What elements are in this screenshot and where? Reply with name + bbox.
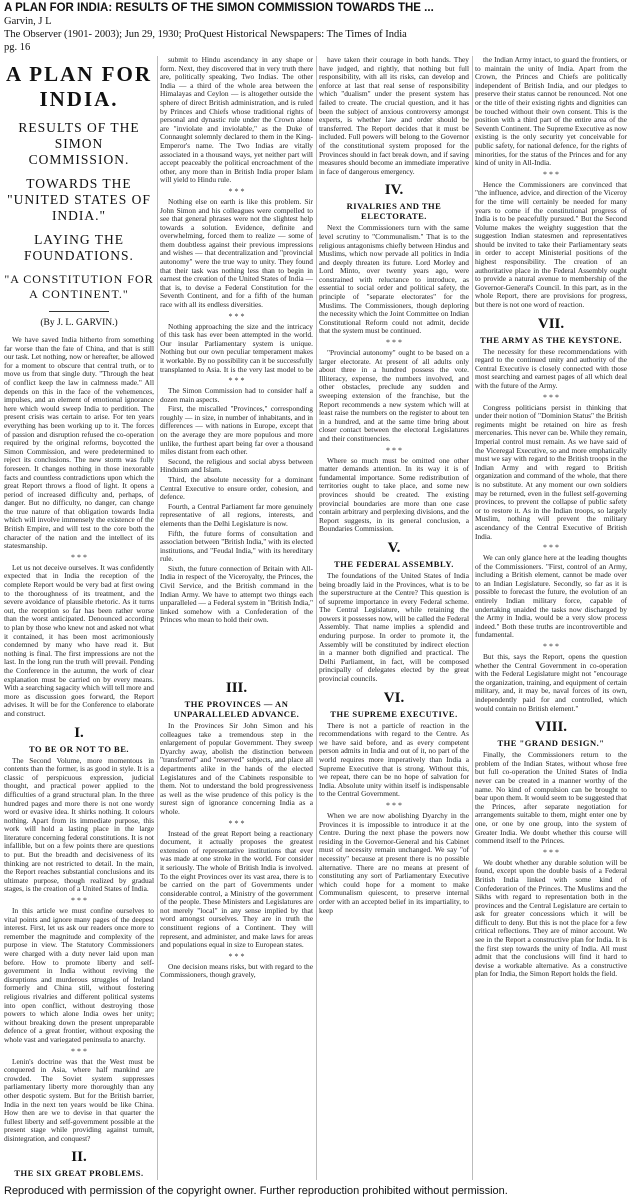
section-title: THE FEDERAL ASSEMBLY. — [334, 558, 454, 569]
section-separator: * * * — [71, 896, 87, 906]
masthead-deck-3: LAYING THE FOUNDATIONS. — [24, 232, 134, 263]
section-separator: * * * — [71, 1046, 87, 1056]
column-rule — [157, 56, 158, 1180]
paragraph: Third, the absolute necessity for a dominant Central Executive to ensure order, cohesion, and defence. — [160, 474, 313, 502]
copyright-footer: Reproduced with permission of the copyright owner. Further reproduction prohibited without permission. — [0, 1182, 631, 1200]
divider — [49, 311, 109, 312]
paragraph: The Simon Commission had to consider half a dozen main aspects. — [160, 386, 313, 404]
paragraph: Nothing approaching the size and the intricacy of this task has ever been attempted in the world. Our insular Parliamentary system is unique. Nothing but our own peculiar temperament makes it workable. By no possibility can it be successfully transplanted to Asia. It is the very last model to be — [160, 321, 313, 374]
section-separator: * * * — [228, 818, 245, 828]
section-title: RIVALRIES AND THE ELECTORATE. — [346, 201, 442, 222]
paragraph: have taken their courage in both hands. They have judged, and rightly, that nothing but full responsibility, with all its risks, can develop and enforce at last that real sense of responsibility which "dualism" under the present system has failed to create. The crucial question, and it has been the subject of anxious controversy amongst experts, is whether law and order should be transferred. The Report decides that it must be included. Full powers will belong to the Governor of the constitutional system proposed for the Provinces should in fact break down, and if saving measures should become an immediate imperative in face of dangerous emergency. — [319, 56, 469, 176]
column-4 — [475, 56, 627, 1180]
masthead-deck-1: RESULTS OF THE SIMON COMMISSION. — [18, 120, 140, 167]
masthead-title: A PLAN FOR INDIA. — [6, 62, 152, 111]
paragraph: Congress politicians persist in thinking that under their notion of "Dominion Status" the British regiments might be retained on hire as fresh mercenaries. This never can be. While they remain, Imperial control must remain. As we have said of the Viceregal Executive, so and more emphatically must we say with regard to the British troops in the Indian Army and with regard to British organization and command of the whole, that there is no substitute. At any moment our own soldiers may be returned, even in the fullest self-governing provinces, to prevent the collapse of public safety or to restore it. As in the Indian troops, so largely Muslim, nothing will prevent the military ascendancy of the Central Executive of British India. — [475, 402, 627, 541]
paragraph: submit to Hindu ascendancy in any shape or form. Next, they discovered that in very truth there are, politically speaking, Two Indias. The other India — a third of the whole area between the Himalayas and Ceylon — is altogether outside the sphere of direct British administration, and is ruled by Princes and Chiefs whose traditional rights of personal and dynastic rule under the Crown alone are "inviolate and inviolable," as the Duke of Connaught solemnly declared to them in the King-Emperor's name. The Two Indias are vitally associated in a thousand ways, yet neither part will accept peaceably the political encroachment of the other, any more than in British India proper Islam will yield to Hindu rule. — [160, 56, 313, 185]
masthead-deck-2: TOWARDS THE "UNITED STATES OF INDIA." — [7, 176, 151, 223]
section-number: V. — [387, 539, 401, 556]
paragraph: Where so much must be omitted one other matter demands attention. In its way it is of fundamental importance. Some redistribution of territories ought to take place, and some new provinces should be created. The existing provincial boundaries are more than one case contain arbitrary and perplexing divisions, and the Report suggests, in its general conclusion, a Boundaries Commission. — [319, 455, 469, 534]
newspaper-clipping — [0, 56, 631, 1180]
column-2-top — [160, 56, 313, 374]
paragraph: But this, says the Report, opens the question whether the Central Government in co-operation with the Federal Legislature might not "encourage the organization, training, and equipment of certain military, and, it may be, naval forces of its own, independently paid for and controlled, which would contain no British element." — [475, 652, 627, 713]
section-number: I. — [74, 724, 84, 741]
column-2 — [160, 56, 313, 1180]
article-title-link[interactable]: A PLAN FOR INDIA: RESULTS OF THE SIMON COMMISSION TOWARDS THE ... — [4, 2, 434, 14]
section-heading — [319, 182, 469, 221]
section-separator: * * * — [543, 169, 559, 179]
section-number: II. — [71, 1149, 87, 1166]
section-heading — [475, 316, 627, 345]
section-title: THE ARMY AS THE KEYSTONE. — [479, 334, 622, 345]
section-title: THE SIX GREAT PROBLEMS. — [14, 1168, 144, 1179]
paragraph: Let us not deceive ourselves. It was confidently expected that in India the reception of the complete Report would be very bad at first owing to the thoroughness of its treatment, and the severe avoidance of plausible rhetoric. As it turns out, the reception so far has been rather worse than the worst anticipated. Denounced according to plan by those who knew not and asked not what it contained, it has been most acrimoniously condemned by many who have read it. But nothing is final. The first impressions are not the last. In the long run the truth will prevail. Pending the Conference in the autumn, the work of clear explanation must be carried on by every means. With a searching sagacity which will tell more and more as discussion goes forward, the Report advises. It will be for the Conference to elaborate and construct. — [4, 562, 154, 718]
paragraph: Instead of the great Report being a reactionary document, it actually proposes the greatest extension of representative institutions that ever was made at one stroke in the world. For consider it seriously. The whole of British India is involved. To the eight Provinces over its vast area, there is to be carried on the part of Governments under considerable control, a Ministry of the government of the people. These Ministers and Legislatures are not merely "local" in any sense implied by that word amongst ourselves. They are in truth the constituent regions of a Continent. They will represent, and administer, and make laws for areas and populations equal in size to European states. — [160, 828, 313, 950]
paragraph: In the Provinces Sir John Simon and his colleagues take a tremendous step in the enlargement of popular Government. They sweep Dyarchy away, abolish the distinction between "transferred" and "reserved" subjects, and place all departments alike in the hands of the elected Legislatures and of the Cabinets responsible to them. Not to understand the bold progressiveness as well as the wise prudence of this policy is the surest sign of ignorance concerning India as a whole. — [160, 721, 313, 816]
byline: (By J. L. GARVIN.) — [40, 318, 118, 328]
paragraph: Hence the Commissioners are convinced that "the influence, advice, and direction of the Viceroy for the time will certainly be needed for many years to come if the constitutional progress of India is to be peacefully pursued." But the Second Volume makes the weighty suggestion that the suggestion Indian statesmen and representatives should be invited to take their Parliamentary seats in order to accept Ministerial positions of the highest responsibility. The creation of an authoritative place in the Federal Assembly ought to provide a natural avenue to membership of the Governor-General's Council. In this part, as in the whole Report, there are provisions for progress, but there is not one word of reaction. — [475, 179, 627, 310]
paragraph: Lenin's doctrine was that the West must be conquered in Asia, where half mankind are crowded. The Soviet system suppresses parliamentary liberty more thoroughly than any other despotic system. But for the British barrier, India in the next ten years would be like China. How then are we to devise in that quarter the fullest liberty and self-government possible at the present stage while providing against tumult, disintegration, and conquest? — [4, 1056, 154, 1143]
section-number: III. — [225, 680, 248, 696]
section-number: VIII. — [534, 719, 568, 736]
paragraph: First, the miscalled "Provinces," corresponding roughly — in size, in number of inhabitants, and in differences — with nations in Europe, except that on the average they are more populous and more unlike, the furthest apart being far over a thousand miles distant from each other. — [160, 404, 313, 457]
section-heading — [4, 725, 154, 754]
paragraph: Sixth, the future connection of Britain with All-India in respect of the Viceroyalty, the Princes, the Civil Service, and the British command in the Indian Army. We have to attempt two things each unparalleled — a Federal system in "British India," linked somehow with a Confederation of the Princes who mean to hold their own. — [160, 563, 313, 625]
column-2-middle — [160, 374, 313, 674]
masthead-deck-4: "A CONSTITUTION FOR A CONTINENT." — [4, 272, 154, 301]
section-heading — [319, 540, 469, 569]
section-number: VI. — [383, 689, 405, 706]
paragraph: The Second Volume, more momentous in contents than the former, is as good in style. It is a classic of perspicuous expression, judicial thought, and practical power applied to the difficulties of a grand structural plan. In the three hundred pages and more there is not one wordy word or evasive idea. It shirks nothing. It colours nothing. Apart from its immediate purpose, this work will hold a lasting place in the large literature concerning federal constitutions. It is not infallible, but on a few points there are questions to put. But the breadth and decisiveness of its thinking are not restricted to detail. In the main, the Report reaches substantial conclusions and its ultimate purpose, though realized by gradual stages, is the creation of a United States of India. — [4, 755, 154, 894]
paragraph: Fifth, the future forms of consultation and association between "British India," with its elected institutions, and "Feudal India," with its hereditary rule. — [160, 528, 313, 564]
section-heading — [4, 1149, 154, 1178]
section-separator: * * * — [386, 338, 402, 348]
section-title: THE PROVINCES — AN UNPARALLELED ADVANCE. — [173, 699, 300, 719]
section-heading — [475, 719, 627, 748]
paragraph: Nothing else on earth is like this problem. Sir John Simon and his colleagues were compelled to see that general phrases were not the slightest help towards a solution. Evidence, definite and overwhelming, forced them to realize — some of them doubtless against their previous impressions and wishes — that decentralization and "provincial autonomy" were the true way to unity. They found that their task was nothing less than to begin in earnest the creation of the United States of India — that is, to devise a Federal Constitution for the Seventh Continent, and for a fifth of the human race with all its endless diversities. — [160, 196, 313, 310]
paragraph: Finally, the Commissioners return to the problem of the Indian States, without whose free but full co-operation the United States of India never can be created in a manner worthy of the name. No kind of compulsion can be brought to bear upon them. It would seem to be suggested that the Princes, after separate negotiation for arrangements suitable to them, might enter one by one, or one by one group, into the system of Greater India. We doubt whether this course will commend itself to the Princes. — [475, 750, 627, 846]
paragraph: The foundations of the United States of India being broadly laid in the Provinces, what is to be the superstructure at the Centre? This question is of supreme importance in every Federal scheme. The Central Legislature, while retaining the powers it possesses now, will be called the Federal Assembly. That name implies a splendid and enduring purpose. In order to promote it, the Assembly will be constituted by indirect election in a manner both dignified and practical. The Delhi Parliament, in fact, will be composed principally of delegates elected by the great provincial councils. — [319, 570, 469, 684]
paragraph: In this article we must confine ourselves to vital points and ignore many pages of the deepest interest. First, let us ask our readers once more to remember the magnitude and complexity of the purpose in view. The Statutory Commissioners were charged with a duty never laid upon man before. How to promote liberty and self-government in India without reviving the disruptions and murderous struggles of Ireland formerly and China still, without fostering religious rivalries and different political systems into open conflict, without destroying those powers to which alone India owes her unity; without breaking down the present unpreparable defence of a great frontier, without exposing the whole vast and variegated peninsula to anarchy. — [4, 906, 154, 1044]
paragraph: One decision means risks, but with regard to the Commissioners, though gravely, — [160, 961, 313, 980]
section-number: IV. — [384, 182, 404, 199]
paragraph: We can only glance here at the leading thoughts of the Commissioners. "First, control of an Army, including a British element, cannot be made over to an Indian Legislature. Secondly, so far as it is possible to forecast the future, the evolution of an entirely Indian military force, capable of undertaking unaided the tasks now discharged by the Army in India, would be a very slow process indeed." Both these truths are incontrovertible and fundamental. — [475, 553, 627, 640]
paragraph: The necessity for these recommendations with regard to the continued unity and authority of the Central Executive is closely connected with those most searching and earnest pages of all which deal with the future of the Army. — [475, 346, 627, 390]
section-separator: * * * — [228, 951, 245, 961]
section-separator: * * * — [543, 642, 559, 652]
paragraph: "Provincial autonomy" ought to be based on a larger electorate. At present of all adults only about three in a hundred possess the vote. Illiteracy, expense, the numbers involved, and other obstacles, preclude any sudden and sweeping extension of the franchise, but the Report recommends a new system which will at least raise the numbers on the register to about ten in a hundred, and at the same time bring about closer contact between the electoral Legislatures and their constituencies. — [319, 348, 469, 443]
section-heading — [160, 680, 313, 719]
column-rule — [316, 56, 317, 1180]
author-line: Garvin, J L — [4, 16, 52, 27]
section-separator: * * * — [228, 186, 245, 196]
paragraph: We have saved India hitherto from something far worse than the fate of China, and that is still our task. Let nothing, now or hereafter, be allowed for a moment to obscure that central truth, or to move us from that single duty. "Through the heat of conflict keep the law in calmness made." All depends on this in the face of the vehemences, impulses, and an element of emotional ignorance here which would sweep India to perdition. The present crisis was certain to arise. For ten years everything has been working up to it. The forces of passion and disruption refused the co-operation required by the original reforms, boycotted the Simon Commission, and were predetermined to reject its conclusions. The new storm was fully foreseen. It changes nothing in those inexorable facts and countless contradictions upon which the great Report throws a flood of light. It opens a period of increased difficulty and, perhaps, of danger. But no difficulty, no danger, can change the true nature of that obligation towards India which will involve immensely the existence of the British Empire, and will test to the core both the character of the nation and the intellect of its statesmanship. — [4, 335, 154, 551]
citation-header — [4, 2, 627, 54]
section-number: VII. — [537, 315, 565, 332]
column-1 — [4, 56, 154, 1180]
section-separator: * * * — [543, 392, 559, 402]
paragraph: There is not a particle of reaction in the recommendations with regard to the Centre. As we have said before, and as every competent person admits in India and out of it, no part of the world requires more imperatively than India a Supreme Executive that is strong. Without this, we repeat, there can be no hope of salvation for India. Absolute unity within itself is indispensable to the Central Government. — [319, 720, 469, 799]
paragraph: Fourth, a Central Parliament far more genuinely representative of all regions, interests, and elements than the Delhi Legislature is now. — [160, 501, 313, 528]
paragraph: Next the Commissioners turn with the same level scrutiny to "Communalism." That is to the religious antagonisms chiefly between Hindus and Muslims, which now pervade all politics in India and deeply threaten its future. Lord Morley and Lord Minto, over twenty years ago, were constrained with reluctance to introduce, as essential to social order and political safety, the principle of "separate electorates" for the Muslims. The Commissioners, though deploring the necessity which the Joint Committee on Indian Constitutional Reform could not admit, decide that the system must be continued. — [319, 223, 469, 336]
paragraph: the Indian Army intact, to guard the frontiers, or to maintain the unity of India. Apart from the Crown, the Princes and Chiefs are politically independent of British India, and our pledges to preserve their status cannot be renounced. Not one or the title of their existing rights and dignities can be touched without their own consent. This is the position with a third part of the entire area of the Seventh Continent. The Supreme Executive as now existing is the only security yet conceivable for public safety, for national defence, for the rights of minorities, for the status of the Princes and for any kind of unity in All-India. — [475, 56, 627, 168]
section-separator: * * * — [228, 376, 245, 385]
paragraph: Second, the religious and social abyss between Hinduism and Islam. — [160, 456, 313, 475]
section-title: THE SUPREME EXECUTIVE. — [330, 708, 458, 719]
section-separator: * * * — [386, 445, 402, 455]
paragraph: When we are now abolishing Dyarchy in the Provinces it is impossible to introduce it at the Centre. During the next phase the powers now residing in the Governor-General and his Cabinet must of necessity remain unchanged. We say "of necessity" because at present there is no possible alternative. There are no means at present of constituting any sort of Parliamentary Executive which could hope for a moment to make Communalism quiescent, to preserve internal order with an accepted belief in its impartiality, to keep — [319, 810, 469, 915]
section-separator: * * * — [228, 311, 245, 321]
section-title: THE "GRAND DESIGN." — [497, 738, 605, 749]
column-3 — [319, 56, 469, 1180]
section-separator: * * * — [543, 543, 559, 553]
source-line: The Observer (1901- 2003); Jun 29, 1930; ProQuest Historical Newspapers: The Times of India — [4, 29, 407, 40]
section-heading — [319, 690, 469, 719]
paragraph: We doubt whether any durable solution will be found, except upon the double basis of a Federal British India linked with some kind of Confederation of the Princes. The Muslims and the Sikhs with regard to representation both in the provinces and the Central Legislature are certain to ask for greater concessions which it will be difficult to deny. But this is not the place for a few critical reflections. They are of minor account. We see in the Report a constructive plan for India. It is the first step towards the unity of India. All must admit that the conclusions will find it hard to devise a workable alternative. As a constructive plan for India, the Simon Report holds the field. — [475, 857, 627, 979]
section-separator: * * * — [543, 847, 559, 857]
column-rule — [472, 56, 473, 1180]
page-line: pg. 16 — [4, 42, 31, 53]
section-title: TO BE OR NOT TO BE. — [28, 743, 130, 754]
section-separator: * * * — [71, 552, 87, 562]
section-separator: * * * — [386, 800, 402, 810]
